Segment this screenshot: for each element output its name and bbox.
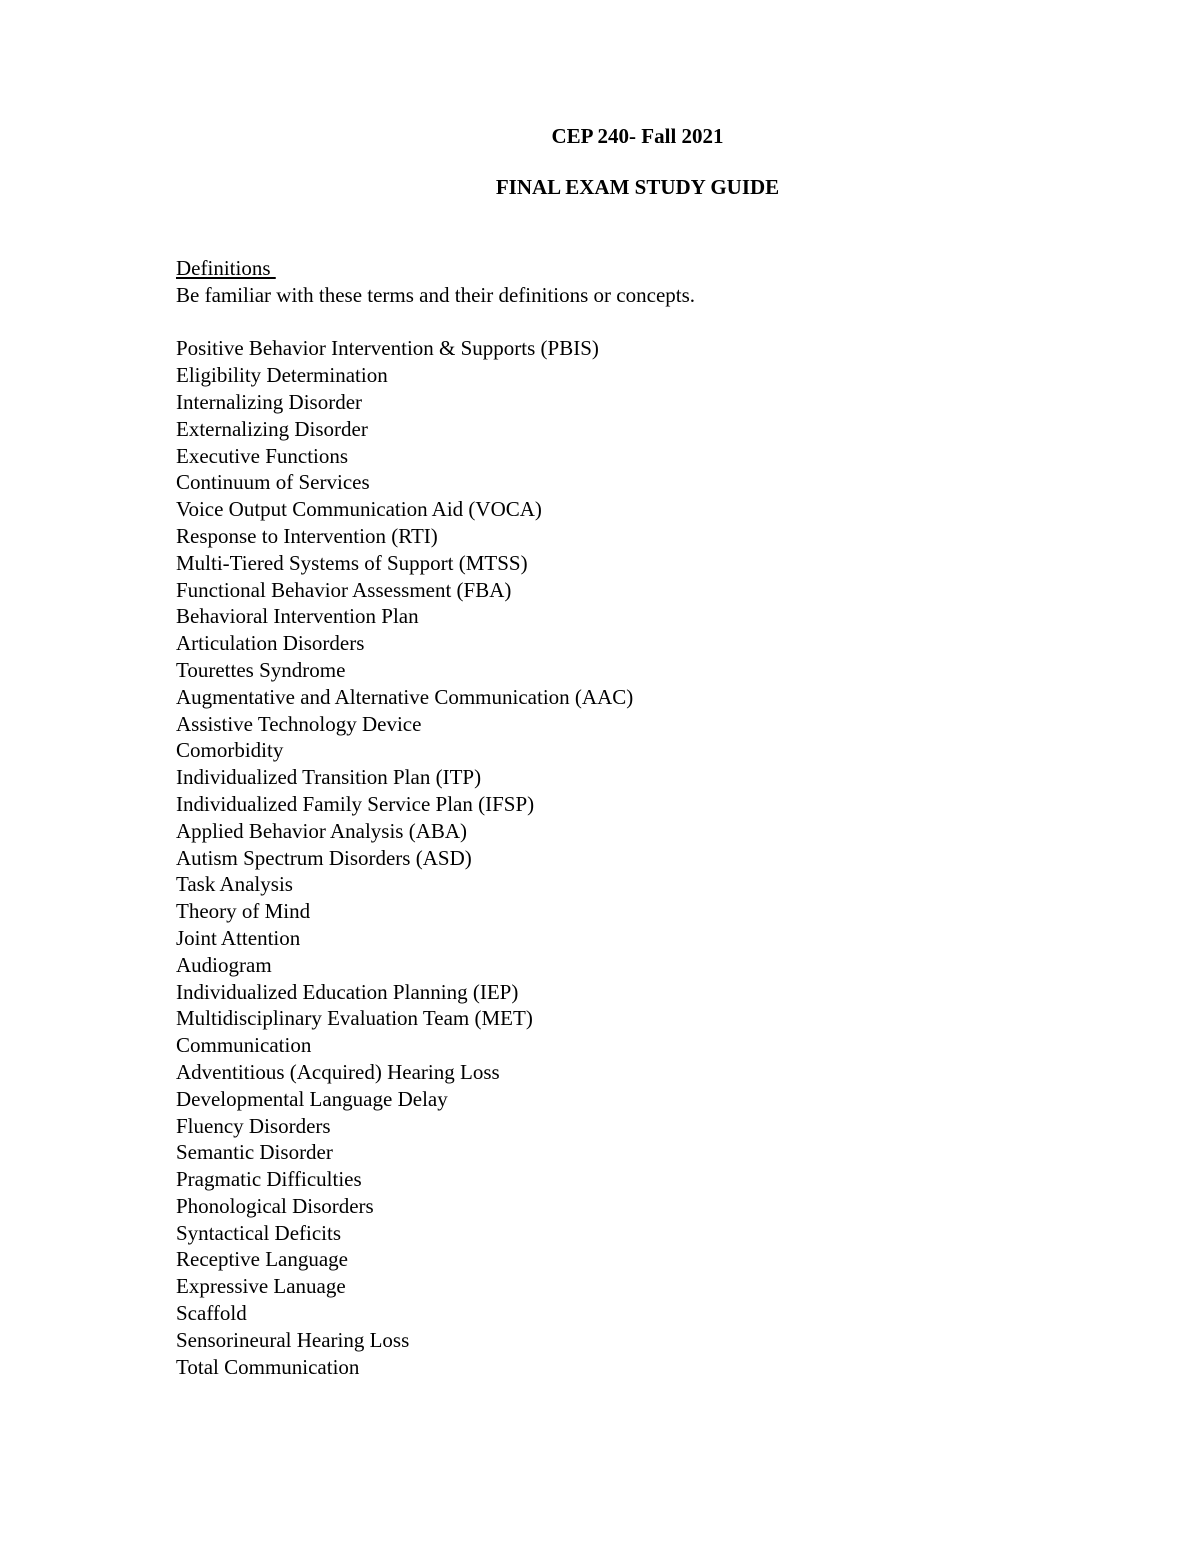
term-item: Articulation Disorders (176, 631, 365, 656)
term-item: Multi-Tiered Systems of Support (MTSS) (176, 550, 528, 575)
term-item: Externalizing Disorder (176, 416, 368, 441)
term-item: Receptive Language (176, 1247, 348, 1272)
definitions-section (176, 255, 1076, 1380)
term-item: Executive Functions (176, 443, 349, 468)
term-item: Fluency Disorders (176, 1113, 331, 1138)
term-item: Audiogram (176, 952, 272, 977)
term-item: Pragmatic Difficulties (176, 1167, 362, 1192)
term-item: Semantic Disorder (176, 1140, 333, 1165)
term-item: Tourettes Syndrome (176, 657, 346, 682)
term-item: Task Analysis (176, 872, 293, 897)
term-item: Response to Intervention (RTI) (176, 523, 438, 548)
term-item: Individualized Transition Plan (ITP) (176, 765, 482, 790)
term-item: Scaffold (176, 1301, 247, 1326)
term-item: Positive Behavior Intervention & Supports (PBIS) (176, 336, 599, 361)
term-item: Functional Behavior Assessment (FBA) (176, 577, 512, 602)
term-item: Applied Behavior Analysis (ABA) (176, 818, 468, 843)
term-item: Internalizing Disorder (176, 389, 363, 414)
term-item: Joint Attention (176, 925, 301, 950)
instruction-text: Be familiar with these terms and their definitions or concepts. (176, 282, 696, 307)
term-item: Individualized Education Planning (IEP) (176, 979, 519, 1004)
term-item: Adventitious (Acquired) Hearing Loss (176, 1059, 500, 1084)
course-title: CEP 240- Fall 2021 (551, 124, 724, 148)
term-item: Developmental Language Delay (176, 1086, 448, 1111)
term-item: Assistive Technology Device (176, 711, 422, 736)
term-item: Expressive Lanuage (176, 1274, 346, 1299)
term-item: Communication (176, 1033, 312, 1058)
term-item: Theory of Mind (176, 899, 311, 924)
terms-list (176, 335, 1076, 1380)
term-item: Comorbidity (176, 738, 284, 763)
term-item: Multidisciplinary Evaluation Team (MET) (176, 1006, 533, 1031)
document-title: FINAL EXAM STUDY GUIDE (495, 175, 780, 199)
term-item: Syntactical Deficits (176, 1220, 342, 1245)
term-item: Continuum of Services (176, 470, 370, 495)
term-item: Augmentative and Alternative Communication (AAC) (176, 684, 634, 709)
term-item: Eligibility Determination (176, 363, 388, 388)
term-item: Sensorineural Hearing Loss (176, 1327, 410, 1352)
section-heading: Definitions (176, 256, 276, 280)
term-item: Autism Spectrum Disorders (ASD) (176, 845, 472, 870)
term-item: Total Communication (176, 1354, 360, 1379)
term-item: Voice Output Communication Aid (VOCA) (176, 497, 542, 522)
term-item: Individualized Family Service Plan (IFSP) (176, 791, 535, 816)
term-item: Phonological Disorders (176, 1193, 374, 1218)
term-item: Behavioral Intervention Plan (176, 604, 419, 629)
